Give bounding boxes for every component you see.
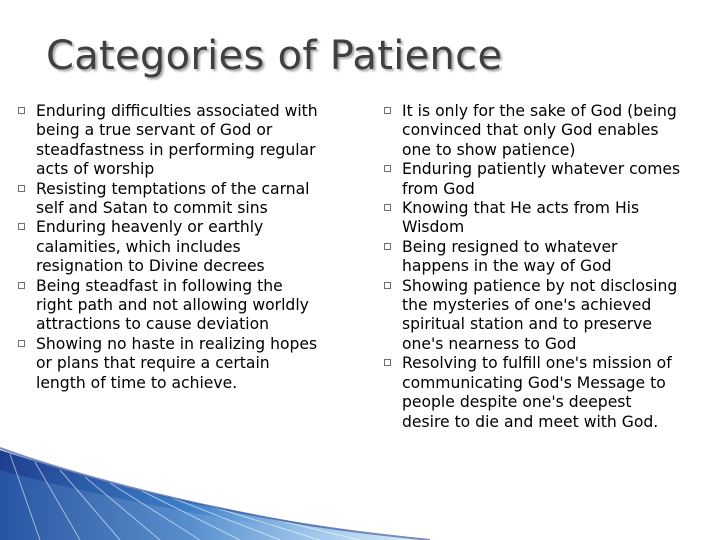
square-bullet-icon	[18, 185, 25, 192]
list-item-text: Knowing that He acts from His Wisdom	[402, 199, 640, 237]
right-column	[384, 102, 684, 432]
list-item	[384, 354, 684, 432]
slide-title: Categories of Patience	[46, 33, 503, 79]
list-item	[384, 160, 684, 199]
square-bullet-icon	[384, 243, 391, 250]
square-bullet-icon	[18, 282, 25, 289]
list-item-text: Resolving to fulfill one's mission of communicating God's Message to people despite one's deepest desire to die and meet with God.	[402, 354, 672, 431]
square-bullet-icon	[384, 282, 391, 289]
list-item	[384, 199, 684, 238]
left-column	[18, 102, 318, 393]
list-item	[18, 277, 318, 335]
list-item-text: Being resigned to whatever happens in the way of God	[402, 237, 618, 276]
list-item-text: Enduring difficulties associated with being a true servant of God or steadfastness in performing regular acts of worship	[36, 102, 318, 179]
left-bullet-list	[18, 102, 318, 393]
list-item	[18, 102, 318, 180]
square-bullet-icon	[384, 204, 391, 211]
square-bullet-icon	[18, 340, 25, 347]
decorative-wave-graphic	[0, 440, 720, 540]
square-bullet-icon	[384, 359, 391, 366]
list-item-text: It is only for the sake of God (being convinced that only God enables one to show patience)	[402, 102, 677, 159]
list-item-text: Resisting temptations of the carnal self and Satan to commit sins	[36, 179, 310, 218]
square-bullet-icon	[18, 107, 25, 114]
list-item	[18, 335, 318, 393]
list-item-text: Being steadfast in following the right path and not allowing worldly attractions to cause deviation	[36, 276, 309, 334]
square-bullet-icon	[384, 165, 391, 172]
list-item	[18, 218, 318, 276]
square-bullet-icon	[18, 223, 25, 230]
list-item	[384, 102, 684, 160]
square-bullet-icon	[384, 107, 391, 114]
list-item	[384, 277, 684, 355]
list-item-text: Showing patience by not disclosing the mysteries of one's achieved spiritual station and to preserve one's nearness to God	[402, 276, 678, 353]
list-item-text: Showing no haste in realizing hopes or plans that require a certain length of time to achieve.	[36, 334, 318, 392]
list-item-text: Enduring heavenly or earthly calamities, which includes resignation to Divine decrees	[36, 218, 265, 276]
list-item	[384, 238, 684, 277]
list-item	[18, 180, 318, 219]
list-item-text: Enduring patiently whatever comes from God	[402, 160, 681, 198]
right-bullet-list	[384, 102, 684, 432]
